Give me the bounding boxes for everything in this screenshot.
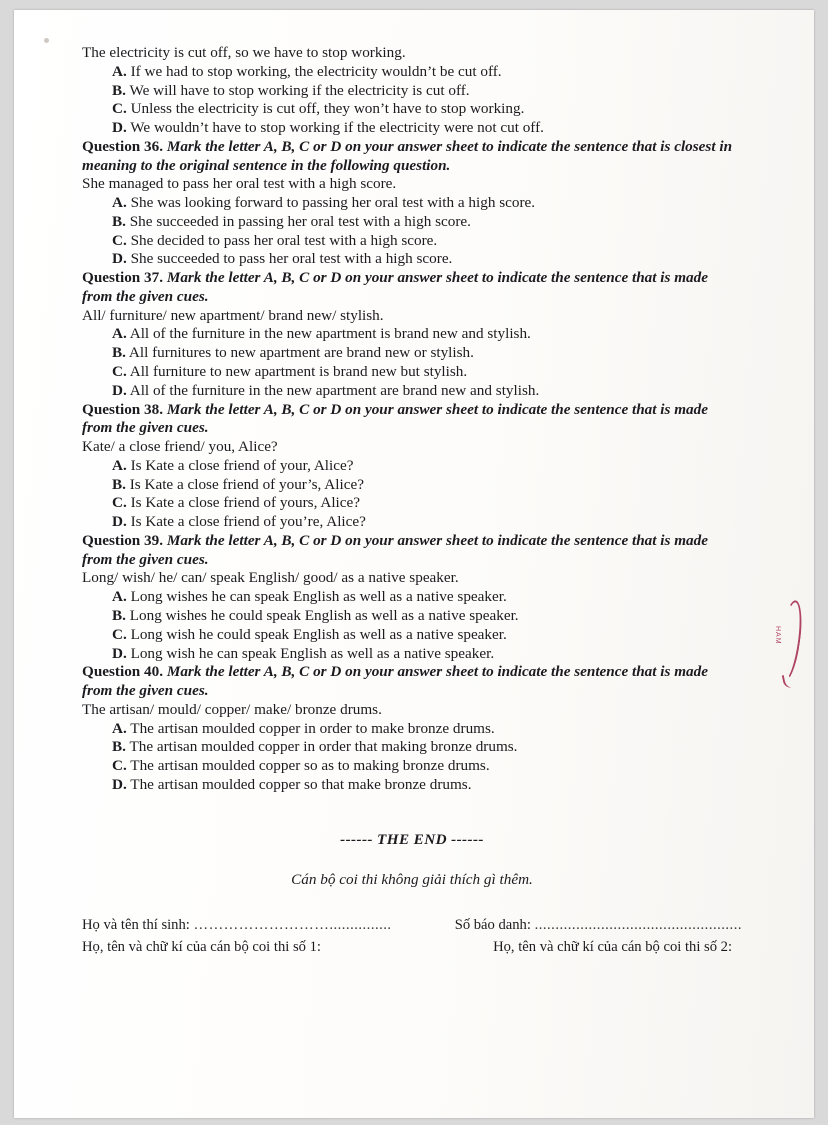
option-label: A.: [112, 588, 127, 606]
end-marker: ------ THE END ------: [340, 830, 484, 848]
option-label: C.: [112, 231, 127, 249]
option-text: Long wish he could speak English as well as a native speaker.: [130, 625, 507, 643]
answer-option[interactable]: [112, 250, 742, 269]
answer-option[interactable]: [112, 363, 742, 382]
option-text: Long wishes he could speak English as well as a native speaker.: [129, 606, 519, 624]
proctor1-label: Họ, tên và chữ kí của cán bộ coi thi số 1:: [82, 939, 321, 956]
answer-option[interactable]: [112, 82, 742, 101]
option-text: All of the furniture in the new apartment are brand new and stylish.: [129, 381, 540, 399]
option-label: D.: [112, 381, 127, 399]
question-blocks: [82, 44, 742, 795]
option-label: D.: [112, 119, 127, 137]
option-text: Long wish he can speak English as well as a native speaker.: [130, 644, 495, 662]
option-text: The artisan moulded copper in order to make bronze drums.: [130, 719, 495, 737]
option-text: We wouldn’t have to stop working if the electricity were not cut off.: [130, 119, 544, 137]
option-text: Unless the electricity is cut off, they won’t have to stop working.: [130, 100, 525, 118]
option-label: C.: [112, 757, 127, 775]
document-page: [14, 10, 814, 1118]
question-number: Question 40.: [82, 663, 164, 681]
option-label: B.: [112, 344, 126, 362]
red-stamp-mark: [774, 600, 800, 690]
answer-option[interactable]: [112, 607, 742, 626]
option-text: She was looking forward to passing her oral test with a high score.: [130, 194, 536, 212]
option-text: The artisan moulded copper so as to making bronze drums.: [130, 757, 490, 775]
answer-option[interactable]: [112, 325, 742, 344]
option-label: D.: [112, 775, 127, 793]
option-label: C.: [112, 100, 127, 118]
option-text: All furnitures to new apartment are brand new or stylish.: [128, 344, 474, 362]
option-label: D.: [112, 513, 127, 531]
question-stem: All/ furniture/ new apartment/ brand new/ stylish.: [82, 306, 384, 324]
exam-number-field: [455, 916, 742, 934]
option-label: C.: [112, 363, 127, 381]
option-text: If we had to stop working, the electricity wouldn’t be cut off.: [130, 62, 502, 80]
question-stem: Kate/ a close friend/ you, Alice?: [82, 438, 278, 456]
answer-option[interactable]: [112, 738, 742, 757]
exam-number-dots: ..................................................: [534, 917, 742, 934]
option-text: Is Kate a close friend of yours, Alice?: [130, 494, 360, 512]
option-text: We will have to stop working if the electricity is cut off.: [129, 81, 470, 99]
candidate-name-dots: ………………………...............: [193, 917, 392, 934]
candidate-name-label: Họ và tên thí sinh:: [82, 917, 190, 934]
question-instruction: Mark the letter A, B, C or D on your answer sheet to indicate the sentence that is made from the given cues.: [82, 531, 708, 568]
exam-content: [82, 44, 742, 956]
question-heading: [82, 532, 742, 570]
question-stem: She managed to pass her oral test with a high score.: [82, 175, 397, 193]
answer-option[interactable]: [112, 232, 742, 251]
option-text: The artisan moulded copper in order that making bronze drums.: [129, 738, 518, 756]
option-text: Is Kate a close friend of your’s, Alice?: [129, 475, 364, 493]
option-label: A.: [112, 325, 127, 343]
option-label: B.: [112, 738, 126, 756]
answer-option[interactable]: [112, 344, 742, 363]
option-text: Long wishes he can speak English as well as a native speaker.: [130, 588, 507, 606]
answer-option[interactable]: [112, 476, 742, 495]
option-label: B.: [112, 81, 126, 99]
option-label: A.: [112, 194, 127, 212]
proctor2-label: Họ, tên và chữ kí của cán bộ coi thi số 2:: [493, 939, 732, 956]
answer-option[interactable]: [112, 626, 742, 645]
question-heading: [82, 401, 742, 439]
answer-option[interactable]: [112, 382, 742, 401]
option-text: She decided to pass her oral test with a high score.: [130, 231, 438, 249]
question-instruction: Mark the letter A, B, C or D on your answer sheet to indicate the sentence that is closest in meaning to the original sentence in the following question.: [82, 137, 733, 174]
answer-option[interactable]: [112, 645, 742, 664]
question-instruction: Mark the letter A, B, C or D on your answer sheet to indicate the sentence that is made from the given cues.: [82, 269, 708, 305]
option-text: Is Kate a close friend of you’re, Alice?: [130, 513, 366, 531]
option-label: A.: [112, 456, 127, 474]
exam-number-label: Số báo danh:: [454, 917, 531, 934]
answer-option[interactable]: [112, 757, 742, 776]
option-text: All furniture to new apartment is brand new but stylish.: [129, 363, 468, 381]
question-instruction: Mark the letter A, B, C or D on your answer sheet to indicate the sentence that is made from the given cues.: [82, 663, 708, 700]
answer-option[interactable]: [112, 494, 742, 513]
answer-option[interactable]: [112, 720, 742, 739]
question-number: Question 38.: [82, 400, 164, 418]
answer-option[interactable]: [112, 588, 742, 607]
option-label: C.: [112, 625, 127, 643]
option-label: B.: [112, 212, 126, 230]
question-heading: [82, 663, 742, 701]
answer-option[interactable]: [112, 100, 742, 119]
question-heading: [82, 138, 742, 176]
question-number: Question 36.: [82, 137, 164, 155]
stamp-tail: [782, 673, 797, 689]
question-instruction: Mark the letter A, B, C or D on your answer sheet to indicate the sentence that is made from the given cues.: [82, 400, 708, 437]
question-stem: Long/ wish/ he/ can/ speak English/ good/ as a native speaker.: [82, 569, 459, 587]
footer-row-proctors: [82, 938, 742, 956]
option-text: Is Kate a close friend of your, Alice?: [130, 456, 354, 474]
question-number: Question 37.: [82, 269, 164, 287]
exam-footer: [82, 916, 742, 956]
candidate-name-field: [82, 916, 392, 934]
option-label: D.: [112, 250, 127, 268]
option-label: C.: [112, 494, 127, 512]
footer-row-identity: [82, 916, 742, 934]
proctor-note: Cán bộ coi thi không giải thích gì thêm.: [291, 871, 533, 889]
question-stem: The electricity is cut off, so we have to stop working.: [82, 44, 406, 61]
option-text: All of the furniture in the new apartment is brand new and stylish.: [129, 325, 531, 343]
option-label: B.: [112, 475, 126, 493]
question-number: Question 39.: [82, 531, 164, 549]
option-label: D.: [112, 644, 127, 662]
answer-option[interactable]: [112, 194, 742, 213]
answer-option[interactable]: [112, 119, 742, 138]
answer-option[interactable]: [112, 513, 742, 532]
answer-option[interactable]: [112, 213, 742, 232]
option-label: B.: [112, 606, 126, 624]
question-stem: The artisan/ mould/ copper/ make/ bronze drums.: [82, 700, 382, 718]
answer-option[interactable]: [112, 457, 742, 476]
paper-sheet: [14, 10, 814, 1118]
paper-blemish: [44, 38, 49, 43]
option-text: She succeeded in passing her oral test with a high score.: [129, 212, 471, 230]
option-text: The artisan moulded copper so that make bronze drums.: [130, 775, 472, 793]
answer-option[interactable]: [112, 63, 742, 82]
option-label: A.: [112, 62, 127, 80]
option-text: She succeeded to pass her oral test with a high score.: [130, 250, 453, 268]
stamp-text: HAM: [774, 626, 781, 645]
option-label: A.: [112, 719, 127, 737]
answer-option[interactable]: [112, 776, 742, 795]
question-heading: [82, 269, 742, 307]
